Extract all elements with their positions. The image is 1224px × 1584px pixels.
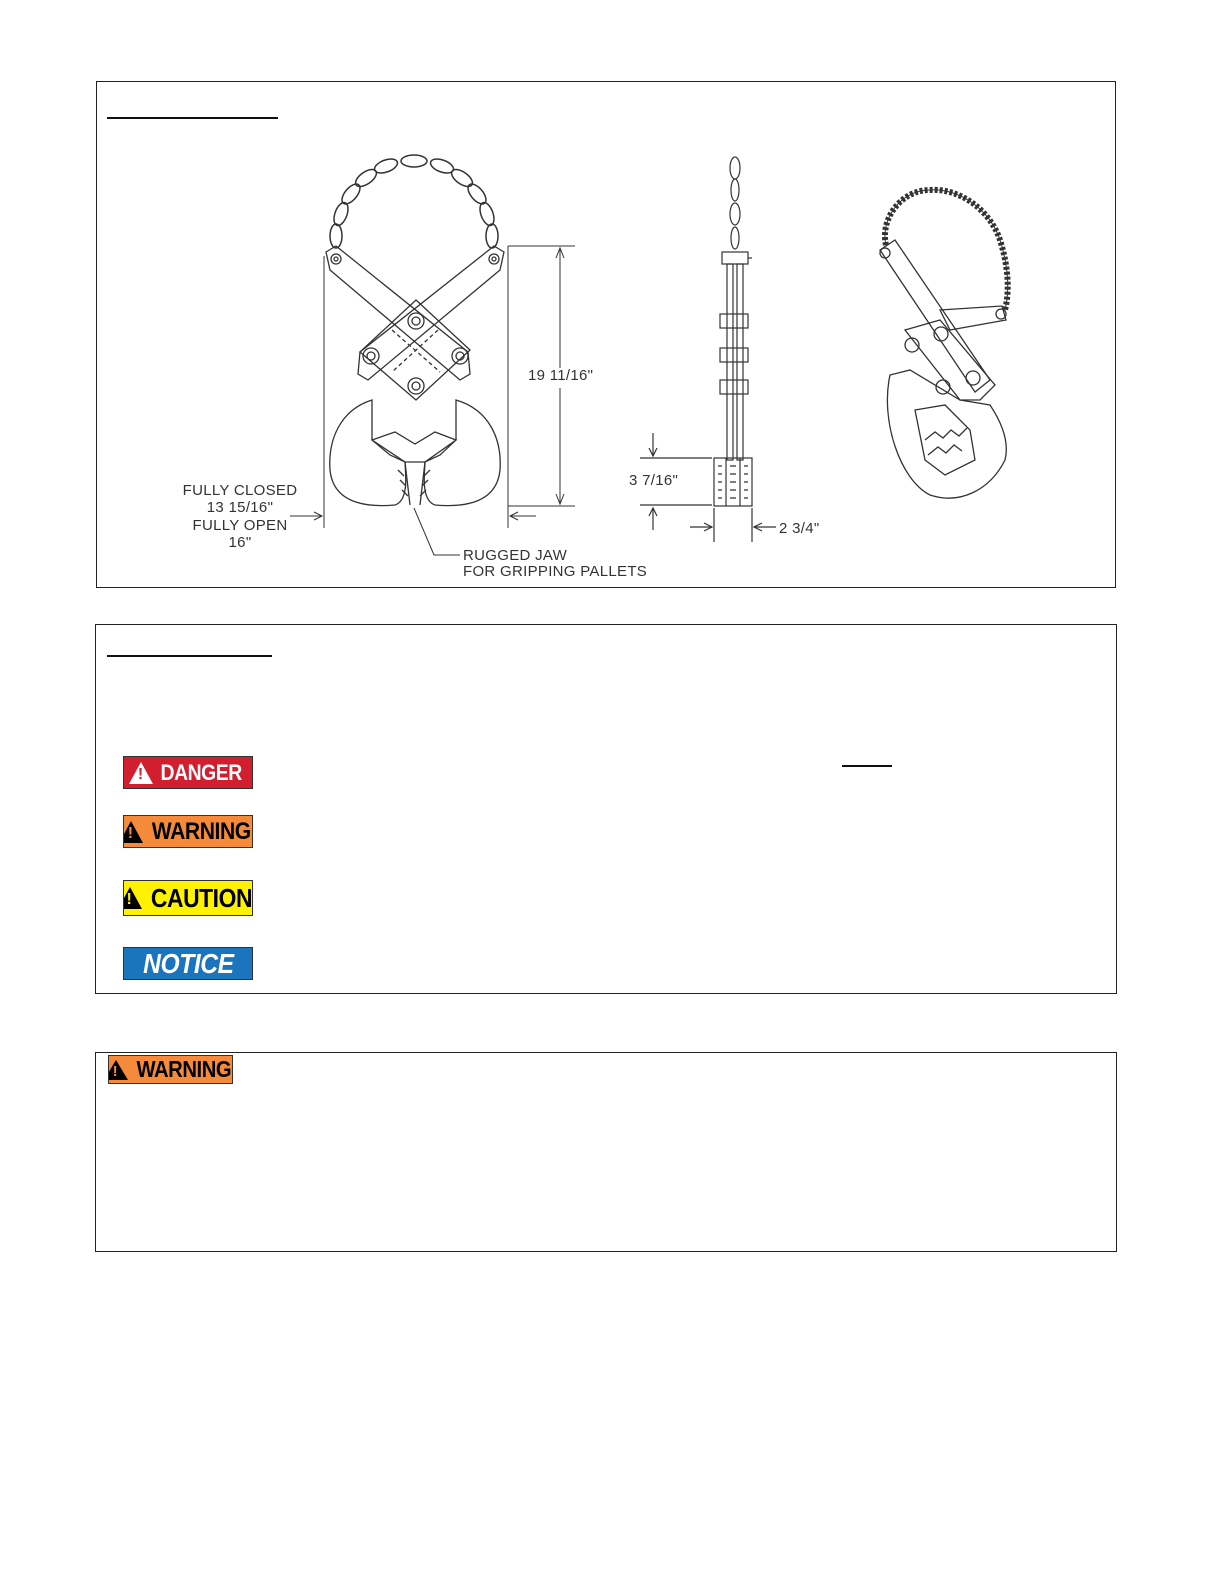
height-dimension-label: 19 11/16" [528,367,594,384]
danger-signal-label: ! DANGER [123,756,253,789]
alert-triangle-icon: ! [123,821,143,843]
safety-signal-words-panel [95,624,1117,994]
thickness-label: 2 3/4" [779,520,820,537]
alert-triangle-icon: ! [123,887,142,909]
fully-closed-value: 13 15/16" [206,499,274,516]
caution-signal-label: ! CAUTION [123,880,253,916]
section-heading-underline [107,117,278,119]
rugged-jaw-label: RUGGED JAW [463,547,568,564]
fully-open-value: 16" [228,534,252,551]
warning-panel [95,1052,1117,1252]
jaw-depth-label: 3 7/16" [629,472,679,489]
gripping-pallets-label: FOR GRIPPING PALLETS [463,563,648,580]
note-heading-underline [842,765,892,767]
fully-closed-label: FULLY CLOSED [182,482,298,499]
alert-triangle-icon: ! [108,1060,128,1080]
notice-signal-label: NOTICE [123,947,253,980]
section-heading-underline-2 [107,655,272,657]
alert-triangle-icon: ! [129,762,153,784]
warning-signal-label: ! WARNING [123,815,253,848]
warning-box-signal-label: ! WARNING [108,1055,233,1084]
fully-open-label: FULLY OPEN [192,517,288,534]
